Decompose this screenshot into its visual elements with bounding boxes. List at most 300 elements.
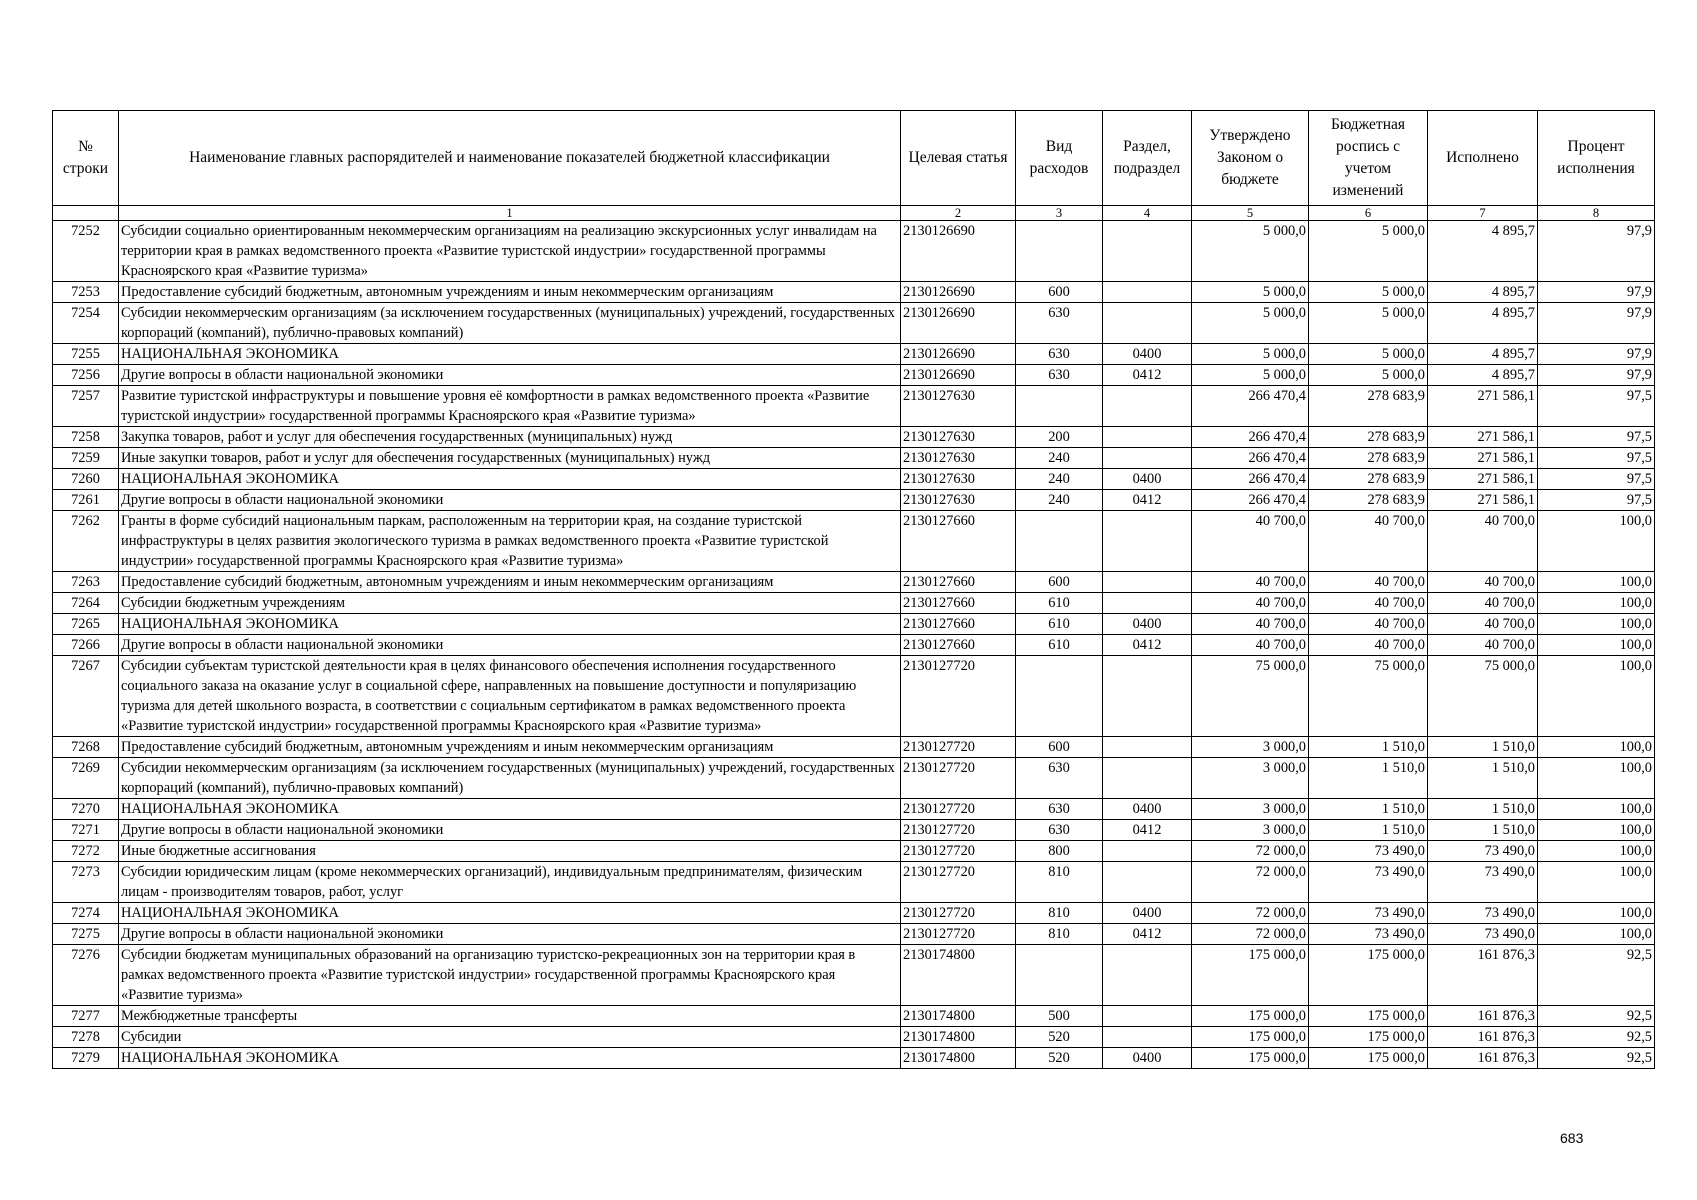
cell-budget-schedule: 5 000,0	[1309, 221, 1428, 282]
cell-percent: 100,0	[1538, 511, 1655, 572]
cell-expense-type: 600	[1016, 282, 1103, 303]
cell-approved: 266 470,4	[1192, 448, 1309, 469]
cell-name: Другие вопросы в области национальной экономики	[119, 924, 901, 945]
cell-row-number: 7257	[53, 386, 119, 427]
cell-name: Предоставление субсидий бюджетным, автономным учреждениям и иным некоммерческим организациям	[119, 282, 901, 303]
table-row	[53, 303, 1655, 344]
cell-percent: 92,5	[1538, 1027, 1655, 1048]
cell-percent: 97,9	[1538, 303, 1655, 344]
cell-target-article: 2130127720	[901, 862, 1016, 903]
cell-percent: 100,0	[1538, 799, 1655, 820]
table-row	[53, 221, 1655, 282]
cell-row-number: 7279	[53, 1048, 119, 1069]
column-number: 8	[1538, 206, 1655, 221]
cell-approved: 175 000,0	[1192, 1027, 1309, 1048]
cell-approved: 5 000,0	[1192, 282, 1309, 303]
cell-name: Субсидии	[119, 1027, 901, 1048]
cell-target-article: 2130126690	[901, 282, 1016, 303]
cell-section: 0412	[1103, 635, 1192, 656]
cell-expense-type: 630	[1016, 344, 1103, 365]
cell-percent: 97,5	[1538, 469, 1655, 490]
cell-approved: 40 700,0	[1192, 614, 1309, 635]
cell-executed: 1 510,0	[1428, 799, 1538, 820]
cell-executed: 75 000,0	[1428, 656, 1538, 737]
table-row	[53, 427, 1655, 448]
cell-section	[1103, 945, 1192, 1006]
cell-approved: 3 000,0	[1192, 820, 1309, 841]
cell-percent: 100,0	[1538, 635, 1655, 656]
cell-expense-type: 630	[1016, 303, 1103, 344]
cell-budget-schedule: 73 490,0	[1309, 924, 1428, 945]
cell-expense-type	[1016, 386, 1103, 427]
table-row	[53, 448, 1655, 469]
cell-section: 0400	[1103, 799, 1192, 820]
cell-section	[1103, 1006, 1192, 1027]
cell-name: Предоставление субсидий бюджетным, автономным учреждениям и иным некоммерческим организациям	[119, 737, 901, 758]
table-row	[53, 1048, 1655, 1069]
header-percent: Процент исполнения	[1538, 111, 1655, 206]
cell-approved: 266 470,4	[1192, 469, 1309, 490]
cell-approved: 175 000,0	[1192, 1006, 1309, 1027]
cell-budget-schedule: 1 510,0	[1309, 758, 1428, 799]
cell-budget-schedule: 73 490,0	[1309, 841, 1428, 862]
cell-row-number: 7274	[53, 903, 119, 924]
column-number: 2	[901, 206, 1016, 221]
cell-expense-type: 240	[1016, 448, 1103, 469]
header-name: Наименование главных распорядителей и наименование показателей бюджетной классификации	[119, 111, 901, 206]
header-section: Раздел, подраздел	[1103, 111, 1192, 206]
cell-percent: 97,5	[1538, 427, 1655, 448]
cell-name: Предоставление субсидий бюджетным, автономным учреждениям и иным некоммерческим организациям	[119, 572, 901, 593]
cell-section	[1103, 862, 1192, 903]
cell-approved: 72 000,0	[1192, 903, 1309, 924]
cell-approved: 40 700,0	[1192, 593, 1309, 614]
cell-name: Закупка товаров, работ и услуг для обеспечения государственных (муниципальных) нужд	[119, 427, 901, 448]
column-number: 7	[1428, 206, 1538, 221]
cell-expense-type	[1016, 221, 1103, 282]
cell-target-article: 2130127720	[901, 841, 1016, 862]
cell-executed: 4 895,7	[1428, 344, 1538, 365]
cell-percent: 92,5	[1538, 1006, 1655, 1027]
cell-budget-schedule: 278 683,9	[1309, 469, 1428, 490]
header-approved: Утверждено Законом о бюджете	[1192, 111, 1309, 206]
cell-name: Иные закупки товаров, работ и услуг для обеспечения государственных (муниципальных) нужд	[119, 448, 901, 469]
cell-executed: 4 895,7	[1428, 365, 1538, 386]
cell-section	[1103, 282, 1192, 303]
cell-section: 0412	[1103, 820, 1192, 841]
cell-executed: 271 586,1	[1428, 448, 1538, 469]
cell-section	[1103, 386, 1192, 427]
cell-percent: 97,5	[1538, 448, 1655, 469]
table-row	[53, 282, 1655, 303]
cell-budget-schedule: 40 700,0	[1309, 635, 1428, 656]
cell-expense-type: 810	[1016, 862, 1103, 903]
cell-row-number: 7269	[53, 758, 119, 799]
cell-target-article: 2130127630	[901, 427, 1016, 448]
cell-budget-schedule: 73 490,0	[1309, 862, 1428, 903]
table-row	[53, 511, 1655, 572]
cell-name: Другие вопросы в области национальной экономики	[119, 820, 901, 841]
cell-expense-type: 610	[1016, 593, 1103, 614]
cell-row-number: 7273	[53, 862, 119, 903]
cell-expense-type: 630	[1016, 799, 1103, 820]
cell-name: НАЦИОНАЛЬНАЯ ЭКОНОМИКА	[119, 903, 901, 924]
cell-budget-schedule: 5 000,0	[1309, 282, 1428, 303]
cell-name: Субсидии субъектам туристской деятельности края в целях финансового обеспечения исполнения государственного социального заказа на оказание услуг в социальной сфере, направленных на повышение доступности и популяризацию туризма для детей школьного возраста, в соответствии с социальным сертификатом в рамках ведомственного проекта «Развитие туристской индустрии» государственной программы Красноярского края «Развитие туризма»	[119, 656, 901, 737]
header-executed: Исполнено	[1428, 111, 1538, 206]
cell-approved: 72 000,0	[1192, 924, 1309, 945]
cell-section: 0400	[1103, 903, 1192, 924]
cell-budget-schedule: 5 000,0	[1309, 344, 1428, 365]
cell-expense-type: 240	[1016, 490, 1103, 511]
cell-executed: 73 490,0	[1428, 862, 1538, 903]
cell-target-article: 2130174800	[901, 1006, 1016, 1027]
cell-percent: 100,0	[1538, 758, 1655, 799]
cell-name: Межбюджетные трансферты	[119, 1006, 901, 1027]
cell-row-number: 7270	[53, 799, 119, 820]
cell-executed: 73 490,0	[1428, 903, 1538, 924]
cell-approved: 3 000,0	[1192, 758, 1309, 799]
cell-percent: 100,0	[1538, 614, 1655, 635]
table-row	[53, 614, 1655, 635]
column-number: 1	[119, 206, 901, 221]
cell-budget-schedule: 1 510,0	[1309, 737, 1428, 758]
cell-target-article: 2130127720	[901, 737, 1016, 758]
cell-section	[1103, 656, 1192, 737]
cell-row-number: 7278	[53, 1027, 119, 1048]
cell-row-number: 7265	[53, 614, 119, 635]
header-target-article: Целевая статья	[901, 111, 1016, 206]
cell-percent: 100,0	[1538, 862, 1655, 903]
cell-budget-schedule: 175 000,0	[1309, 1006, 1428, 1027]
cell-target-article: 2130127630	[901, 469, 1016, 490]
cell-row-number: 7277	[53, 1006, 119, 1027]
cell-section	[1103, 841, 1192, 862]
table-row	[53, 841, 1655, 862]
cell-budget-schedule: 278 683,9	[1309, 490, 1428, 511]
cell-budget-schedule: 40 700,0	[1309, 593, 1428, 614]
cell-target-article: 2130127630	[901, 386, 1016, 427]
cell-target-article: 2130126690	[901, 365, 1016, 386]
cell-approved: 72 000,0	[1192, 862, 1309, 903]
cell-approved: 5 000,0	[1192, 365, 1309, 386]
cell-percent: 100,0	[1538, 656, 1655, 737]
cell-percent: 100,0	[1538, 820, 1655, 841]
cell-approved: 72 000,0	[1192, 841, 1309, 862]
cell-section: 0400	[1103, 1048, 1192, 1069]
cell-percent: 97,9	[1538, 365, 1655, 386]
table-row	[53, 490, 1655, 511]
cell-target-article: 2130127630	[901, 490, 1016, 511]
column-number: 3	[1016, 206, 1103, 221]
table-row	[53, 799, 1655, 820]
cell-approved: 3 000,0	[1192, 799, 1309, 820]
cell-percent: 97,5	[1538, 386, 1655, 427]
cell-expense-type: 810	[1016, 924, 1103, 945]
cell-expense-type: 630	[1016, 365, 1103, 386]
cell-executed: 1 510,0	[1428, 820, 1538, 841]
cell-name: Субсидии юридическим лицам (кроме некоммерческих организаций), индивидуальным предпринимателям, физическим лицам - производителям товаров, работ, услуг	[119, 862, 901, 903]
cell-expense-type: 610	[1016, 614, 1103, 635]
cell-budget-schedule: 175 000,0	[1309, 1027, 1428, 1048]
cell-expense-type: 630	[1016, 820, 1103, 841]
cell-percent: 100,0	[1538, 593, 1655, 614]
cell-percent: 97,5	[1538, 490, 1655, 511]
cell-executed: 271 586,1	[1428, 386, 1538, 427]
cell-executed: 4 895,7	[1428, 303, 1538, 344]
cell-row-number: 7259	[53, 448, 119, 469]
cell-executed: 4 895,7	[1428, 221, 1538, 282]
cell-name: Другие вопросы в области национальной экономики	[119, 635, 901, 656]
table-header-row	[53, 111, 1655, 206]
cell-row-number: 7271	[53, 820, 119, 841]
table-row	[53, 758, 1655, 799]
cell-expense-type: 610	[1016, 635, 1103, 656]
cell-budget-schedule: 73 490,0	[1309, 903, 1428, 924]
cell-approved: 5 000,0	[1192, 303, 1309, 344]
cell-executed: 40 700,0	[1428, 511, 1538, 572]
cell-name: Субсидии некоммерческим организациям (за исключением государственных (муниципальных) учреждений, государственных корпораций (компаний), публично-правовых компаний)	[119, 303, 901, 344]
cell-name: Другие вопросы в области национальной экономики	[119, 365, 901, 386]
cell-name: НАЦИОНАЛЬНАЯ ЭКОНОМИКА	[119, 1048, 901, 1069]
header-row-number: № строки	[53, 111, 119, 206]
table-row	[53, 635, 1655, 656]
table-row	[53, 656, 1655, 737]
cell-name: НАЦИОНАЛЬНАЯ ЭКОНОМИКА	[119, 799, 901, 820]
cell-row-number: 7267	[53, 656, 119, 737]
cell-expense-type: 240	[1016, 469, 1103, 490]
cell-row-number: 7262	[53, 511, 119, 572]
cell-percent: 97,9	[1538, 344, 1655, 365]
cell-target-article: 2130174800	[901, 1048, 1016, 1069]
column-number: 5	[1192, 206, 1309, 221]
cell-target-article: 2130127720	[901, 656, 1016, 737]
table-row	[53, 344, 1655, 365]
cell-target-article: 2130174800	[901, 945, 1016, 1006]
cell-name: НАЦИОНАЛЬНАЯ ЭКОНОМИКА	[119, 614, 901, 635]
cell-section	[1103, 427, 1192, 448]
cell-approved: 5 000,0	[1192, 344, 1309, 365]
table-row	[53, 903, 1655, 924]
cell-executed: 73 490,0	[1428, 924, 1538, 945]
cell-executed: 161 876,3	[1428, 1006, 1538, 1027]
cell-name: Субсидии бюджетам муниципальных образований на организацию туристско-рекреационных зон на территории края в рамках ведомственного проекта «Развитие туристской индустрии» государственной программы Красноярского края «Развитие туризма»	[119, 945, 901, 1006]
cell-approved: 175 000,0	[1192, 945, 1309, 1006]
cell-budget-schedule: 175 000,0	[1309, 945, 1428, 1006]
cell-name: Развитие туристской инфраструктуры и повышение уровня её комфортности в рамках ведомственного проекта «Развитие туристской индустрии» государственной программы Красноярского края «Развитие туризма»	[119, 386, 901, 427]
cell-row-number: 7263	[53, 572, 119, 593]
cell-section	[1103, 221, 1192, 282]
cell-percent: 100,0	[1538, 924, 1655, 945]
cell-budget-schedule: 1 510,0	[1309, 799, 1428, 820]
cell-approved: 175 000,0	[1192, 1048, 1309, 1069]
cell-expense-type: 600	[1016, 737, 1103, 758]
cell-target-article: 2130127720	[901, 924, 1016, 945]
cell-percent: 100,0	[1538, 737, 1655, 758]
cell-executed: 40 700,0	[1428, 593, 1538, 614]
cell-name: НАЦИОНАЛЬНАЯ ЭКОНОМИКА	[119, 469, 901, 490]
cell-row-number: 7260	[53, 469, 119, 490]
cell-expense-type: 520	[1016, 1027, 1103, 1048]
cell-row-number: 7261	[53, 490, 119, 511]
cell-executed: 73 490,0	[1428, 841, 1538, 862]
cell-percent: 92,5	[1538, 945, 1655, 1006]
column-number: 4	[1103, 206, 1192, 221]
cell-approved: 5 000,0	[1192, 221, 1309, 282]
cell-row-number: 7256	[53, 365, 119, 386]
cell-expense-type: 500	[1016, 1006, 1103, 1027]
cell-approved: 40 700,0	[1192, 572, 1309, 593]
cell-section	[1103, 593, 1192, 614]
table-row	[53, 820, 1655, 841]
cell-section	[1103, 737, 1192, 758]
cell-row-number: 7253	[53, 282, 119, 303]
cell-approved: 3 000,0	[1192, 737, 1309, 758]
header-expense-type: Вид расходов	[1016, 111, 1103, 206]
cell-budget-schedule: 278 683,9	[1309, 386, 1428, 427]
cell-name: Иные бюджетные ассигнования	[119, 841, 901, 862]
cell-section	[1103, 303, 1192, 344]
cell-percent: 97,9	[1538, 221, 1655, 282]
cell-target-article: 2130127660	[901, 572, 1016, 593]
cell-section	[1103, 1027, 1192, 1048]
cell-budget-schedule: 278 683,9	[1309, 427, 1428, 448]
cell-percent: 97,9	[1538, 282, 1655, 303]
column-numbers-row	[53, 206, 1655, 221]
table-row	[53, 365, 1655, 386]
cell-row-number: 7275	[53, 924, 119, 945]
cell-budget-schedule: 5 000,0	[1309, 303, 1428, 344]
cell-name: Гранты в форме субсидий национальным паркам, расположенным на территории края, на создание туристской инфраструктуры в целях развития экологического туризма в рамках ведомственного проекта «Развитие туристской индустрии» государственной программы Красноярского края «Развитие туризма»	[119, 511, 901, 572]
table-row	[53, 862, 1655, 903]
cell-row-number: 7272	[53, 841, 119, 862]
column-number: 6	[1309, 206, 1428, 221]
cell-executed: 271 586,1	[1428, 490, 1538, 511]
cell-section: 0412	[1103, 490, 1192, 511]
header-budget-schedule: Бюджетная роспись с учетом изменений	[1309, 111, 1428, 206]
cell-target-article: 2130127630	[901, 448, 1016, 469]
cell-budget-schedule: 75 000,0	[1309, 656, 1428, 737]
cell-row-number: 7266	[53, 635, 119, 656]
cell-executed: 1 510,0	[1428, 758, 1538, 799]
cell-name: НАЦИОНАЛЬНАЯ ЭКОНОМИКА	[119, 344, 901, 365]
cell-approved: 266 470,4	[1192, 490, 1309, 511]
cell-budget-schedule: 40 700,0	[1309, 614, 1428, 635]
cell-expense-type: 200	[1016, 427, 1103, 448]
table-row	[53, 1027, 1655, 1048]
cell-section: 0400	[1103, 614, 1192, 635]
cell-expense-type	[1016, 656, 1103, 737]
cell-section: 0412	[1103, 924, 1192, 945]
cell-expense-type: 810	[1016, 903, 1103, 924]
cell-section: 0400	[1103, 469, 1192, 490]
cell-percent: 100,0	[1538, 903, 1655, 924]
cell-section: 0412	[1103, 365, 1192, 386]
cell-executed: 161 876,3	[1428, 1027, 1538, 1048]
cell-expense-type: 630	[1016, 758, 1103, 799]
cell-percent: 92,5	[1538, 1048, 1655, 1069]
cell-executed: 161 876,3	[1428, 945, 1538, 1006]
cell-executed: 4 895,7	[1428, 282, 1538, 303]
table-row	[53, 593, 1655, 614]
column-number-blank	[53, 206, 119, 221]
cell-row-number: 7268	[53, 737, 119, 758]
cell-approved: 266 470,4	[1192, 386, 1309, 427]
cell-row-number: 7258	[53, 427, 119, 448]
cell-target-article: 2130126690	[901, 344, 1016, 365]
page-number: 683	[1560, 1130, 1584, 1146]
cell-target-article: 2130127720	[901, 758, 1016, 799]
cell-percent: 100,0	[1538, 572, 1655, 593]
cell-target-article: 2130127720	[901, 903, 1016, 924]
cell-target-article: 2130127660	[901, 593, 1016, 614]
cell-percent: 100,0	[1538, 841, 1655, 862]
cell-budget-schedule: 5 000,0	[1309, 365, 1428, 386]
table-row	[53, 945, 1655, 1006]
cell-name: Другие вопросы в области национальной экономики	[119, 490, 901, 511]
cell-target-article: 2130127720	[901, 799, 1016, 820]
cell-section	[1103, 511, 1192, 572]
cell-row-number: 7252	[53, 221, 119, 282]
cell-executed: 1 510,0	[1428, 737, 1538, 758]
cell-row-number: 7276	[53, 945, 119, 1006]
cell-section	[1103, 758, 1192, 799]
cell-target-article: 2130126690	[901, 221, 1016, 282]
cell-executed: 40 700,0	[1428, 572, 1538, 593]
cell-target-article: 2130127660	[901, 511, 1016, 572]
table-row	[53, 737, 1655, 758]
cell-budget-schedule: 40 700,0	[1309, 572, 1428, 593]
cell-row-number: 7254	[53, 303, 119, 344]
cell-executed: 40 700,0	[1428, 614, 1538, 635]
cell-budget-schedule: 1 510,0	[1309, 820, 1428, 841]
cell-section	[1103, 448, 1192, 469]
cell-row-number: 7264	[53, 593, 119, 614]
cell-approved: 40 700,0	[1192, 511, 1309, 572]
cell-target-article: 2130127720	[901, 820, 1016, 841]
cell-section: 0400	[1103, 344, 1192, 365]
cell-target-article: 2130174800	[901, 1027, 1016, 1048]
cell-approved: 40 700,0	[1192, 635, 1309, 656]
table-row	[53, 469, 1655, 490]
cell-approved: 75 000,0	[1192, 656, 1309, 737]
cell-approved: 266 470,4	[1192, 427, 1309, 448]
table-row	[53, 386, 1655, 427]
cell-target-article: 2130127660	[901, 614, 1016, 635]
cell-budget-schedule: 278 683,9	[1309, 448, 1428, 469]
budget-table	[52, 110, 1655, 1069]
cell-target-article: 2130127660	[901, 635, 1016, 656]
cell-row-number: 7255	[53, 344, 119, 365]
cell-expense-type: 600	[1016, 572, 1103, 593]
cell-executed: 40 700,0	[1428, 635, 1538, 656]
cell-name: Субсидии некоммерческим организациям (за исключением государственных (муниципальных) учреждений, государственных корпораций (компаний), публично-правовых компаний)	[119, 758, 901, 799]
cell-expense-type	[1016, 945, 1103, 1006]
cell-name: Субсидии бюджетным учреждениям	[119, 593, 901, 614]
cell-section	[1103, 572, 1192, 593]
cell-budget-schedule: 40 700,0	[1309, 511, 1428, 572]
cell-expense-type	[1016, 511, 1103, 572]
cell-executed: 271 586,1	[1428, 469, 1538, 490]
cell-target-article: 2130126690	[901, 303, 1016, 344]
cell-budget-schedule: 175 000,0	[1309, 1048, 1428, 1069]
table-row	[53, 1006, 1655, 1027]
cell-executed: 271 586,1	[1428, 427, 1538, 448]
cell-executed: 161 876,3	[1428, 1048, 1538, 1069]
table-row	[53, 924, 1655, 945]
cell-expense-type: 520	[1016, 1048, 1103, 1069]
cell-name: Субсидии социально ориентированным некоммерческим организациям на реализацию экскурсионных услуг инвалидам на территории края в рамках ведомственного проекта «Развитие туристской индустрии» государственной программы Красноярского края «Развитие туризма»	[119, 221, 901, 282]
